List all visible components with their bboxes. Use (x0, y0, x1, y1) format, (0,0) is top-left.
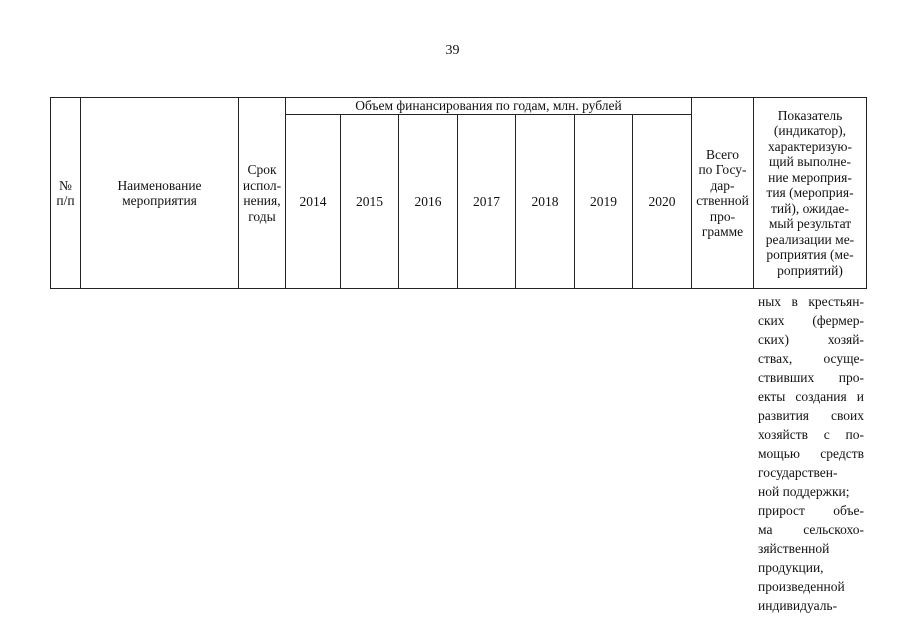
year-header: 2016 (399, 115, 458, 289)
text-line: ствивших про- (758, 370, 864, 385)
text-line: ма сельскохо- (758, 522, 864, 537)
text-line: ских) хозяй- (758, 332, 864, 347)
text-line: прирост объе- (758, 503, 864, 518)
indicator-continuation-text (758, 292, 864, 615)
text-line: продукции, (758, 560, 824, 575)
year-header: 2017 (458, 115, 516, 289)
text-line: государствен- (758, 465, 838, 480)
column-name-header: Наименование мероприятия (81, 98, 239, 289)
text-line: екты создания и (758, 389, 864, 404)
column-term-header: Срок испол- нения, годы (239, 98, 286, 289)
year-header: 2015 (341, 115, 399, 289)
year-header: 2014 (286, 115, 341, 289)
financing-table-header (50, 97, 867, 289)
text-line: ных в крестьян- (758, 294, 864, 309)
text-line: индивидуаль- (758, 598, 838, 613)
text-line: произведенной (758, 579, 845, 594)
text-line: мощью средств (758, 446, 864, 461)
text-line: ствах, осуще- (758, 351, 864, 366)
financing-title-header: Объем финансирования по годам, млн. рублей (286, 98, 692, 115)
column-total-header: Всего по Госу- дар- ственной про- грамме (692, 98, 754, 289)
page-number: 39 (445, 43, 460, 58)
text-line: хозяйств с по- (758, 427, 864, 442)
text-line: развития своих (758, 408, 864, 423)
text-line: ских (фермер- (758, 313, 864, 328)
year-header: 2018 (516, 115, 575, 289)
column-number-header: № п/п (51, 98, 81, 289)
year-header: 2019 (575, 115, 633, 289)
year-header: 2020 (633, 115, 692, 289)
text-line: зяйственной (758, 541, 830, 556)
text-line: ной поддержки; (758, 484, 850, 499)
column-indicator-header: Показатель (индикатор), характеризую- щий выполне- ние мероприя- тия (мероприя- тий), ожидае- мый результат реализации ме- роприятия (ме- роприятий) (754, 98, 867, 289)
